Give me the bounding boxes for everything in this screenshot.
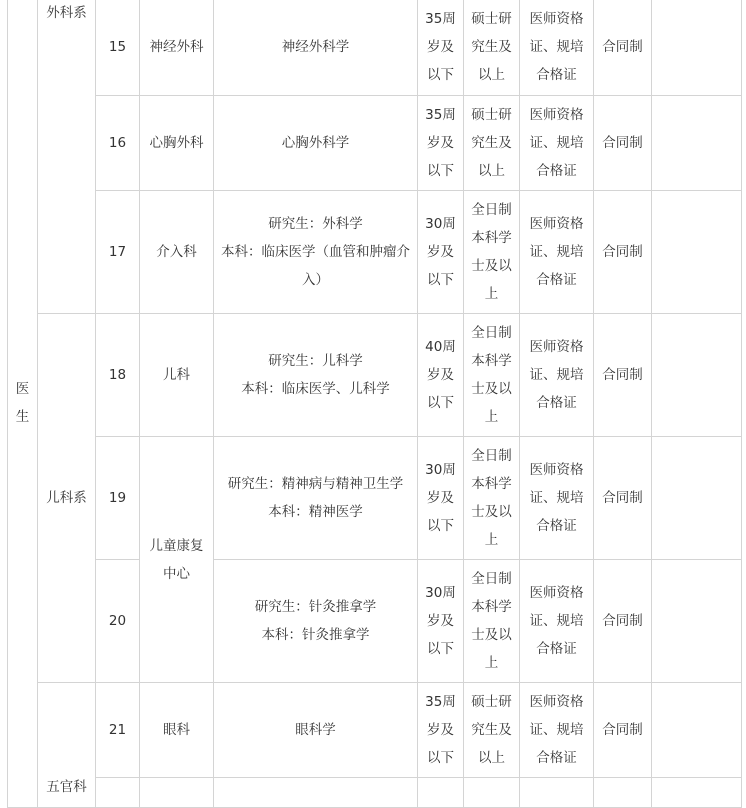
row-education	[464, 778, 520, 808]
row-certificate	[520, 778, 594, 808]
row-number: 19	[96, 437, 140, 560]
table-row	[8, 778, 742, 808]
row-number: 16	[96, 96, 140, 191]
row-notes	[652, 191, 742, 314]
row-employment-type: 合同制	[594, 191, 652, 314]
row-age: 35周岁及以下	[418, 96, 464, 191]
recruitment-table	[7, 0, 742, 808]
table-row	[8, 683, 742, 778]
row-notes	[652, 560, 742, 683]
row-age	[418, 778, 464, 808]
row-number: 15	[96, 0, 140, 96]
row-major	[214, 778, 418, 808]
row-major: 心胸外科学	[214, 96, 418, 191]
row-education: 硕士研究生及以上	[464, 0, 520, 96]
row-major: 研究生：外科学 本科：临床医学（血管和肿瘤介入）	[214, 191, 418, 314]
table-row	[8, 560, 742, 683]
row-notes	[652, 96, 742, 191]
row-number: 21	[96, 683, 140, 778]
row-notes	[652, 314, 742, 437]
row-certificate: 医师资格证、规培合格证	[520, 437, 594, 560]
category-char: 生	[15, 409, 30, 425]
table-row	[8, 314, 742, 437]
table-row	[8, 96, 742, 191]
row-certificate: 医师资格证、规培合格证	[520, 560, 594, 683]
row-employment-type: 合同制	[594, 437, 652, 560]
row-age: 30周岁及以下	[418, 437, 464, 560]
row-major: 研究生：精神病与精神卫生学 本科：精神医学	[214, 437, 418, 560]
row-age: 30周岁及以下	[418, 560, 464, 683]
row-age: 30周岁及以下	[418, 191, 464, 314]
row-education: 全日制本科学士及以上	[464, 437, 520, 560]
row-employment-type: 合同制	[594, 683, 652, 778]
row-age: 35周岁及以下	[418, 0, 464, 96]
row-number: 20	[96, 560, 140, 683]
row-notes	[652, 683, 742, 778]
row-employment-type: 合同制	[594, 560, 652, 683]
row-major: 神经外科学	[214, 0, 418, 96]
category-char: 医	[15, 381, 30, 397]
row-number: 17	[96, 191, 140, 314]
row-department: 眼科	[140, 683, 214, 778]
table-row	[8, 191, 742, 314]
row-department: 神经外科	[140, 0, 214, 96]
row-number: 18	[96, 314, 140, 437]
department-group-pediatrics: 儿科系	[38, 314, 96, 683]
row-age: 35周岁及以下	[418, 683, 464, 778]
row-number	[96, 778, 140, 808]
row-department: 儿童康复中心	[140, 437, 214, 683]
row-major: 眼科学	[214, 683, 418, 778]
row-education: 全日制本科学士及以上	[464, 314, 520, 437]
row-certificate: 医师资格证、规培合格证	[520, 191, 594, 314]
row-education: 硕士研究生及以上	[464, 96, 520, 191]
row-age: 40周岁及以下	[418, 314, 464, 437]
row-education: 全日制本科学士及以上	[464, 560, 520, 683]
row-certificate: 医师资格证、规培合格证	[520, 0, 594, 96]
row-notes	[652, 437, 742, 560]
row-education: 硕士研究生及以上	[464, 683, 520, 778]
row-department: 介入科	[140, 191, 214, 314]
department-group-ent: 五官科	[38, 683, 96, 808]
row-employment-type: 合同制	[594, 0, 652, 96]
table-row	[8, 0, 742, 96]
category-cell	[8, 0, 38, 808]
department-group-surgery: 外科系	[38, 0, 96, 314]
row-education: 全日制本科学士及以上	[464, 191, 520, 314]
row-department	[140, 778, 214, 808]
row-notes	[652, 778, 742, 808]
row-certificate: 医师资格证、规培合格证	[520, 96, 594, 191]
row-employment-type: 合同制	[594, 96, 652, 191]
row-employment-type	[594, 778, 652, 808]
row-major: 研究生：针灸推拿学 本科：针灸推拿学	[214, 560, 418, 683]
row-certificate: 医师资格证、规培合格证	[520, 314, 594, 437]
row-department: 儿科	[140, 314, 214, 437]
row-notes	[652, 0, 742, 96]
row-employment-type: 合同制	[594, 314, 652, 437]
row-certificate: 医师资格证、规培合格证	[520, 683, 594, 778]
row-major: 研究生：儿科学 本科：临床医学、儿科学	[214, 314, 418, 437]
row-department: 心胸外科	[140, 96, 214, 191]
table-row	[8, 437, 742, 560]
